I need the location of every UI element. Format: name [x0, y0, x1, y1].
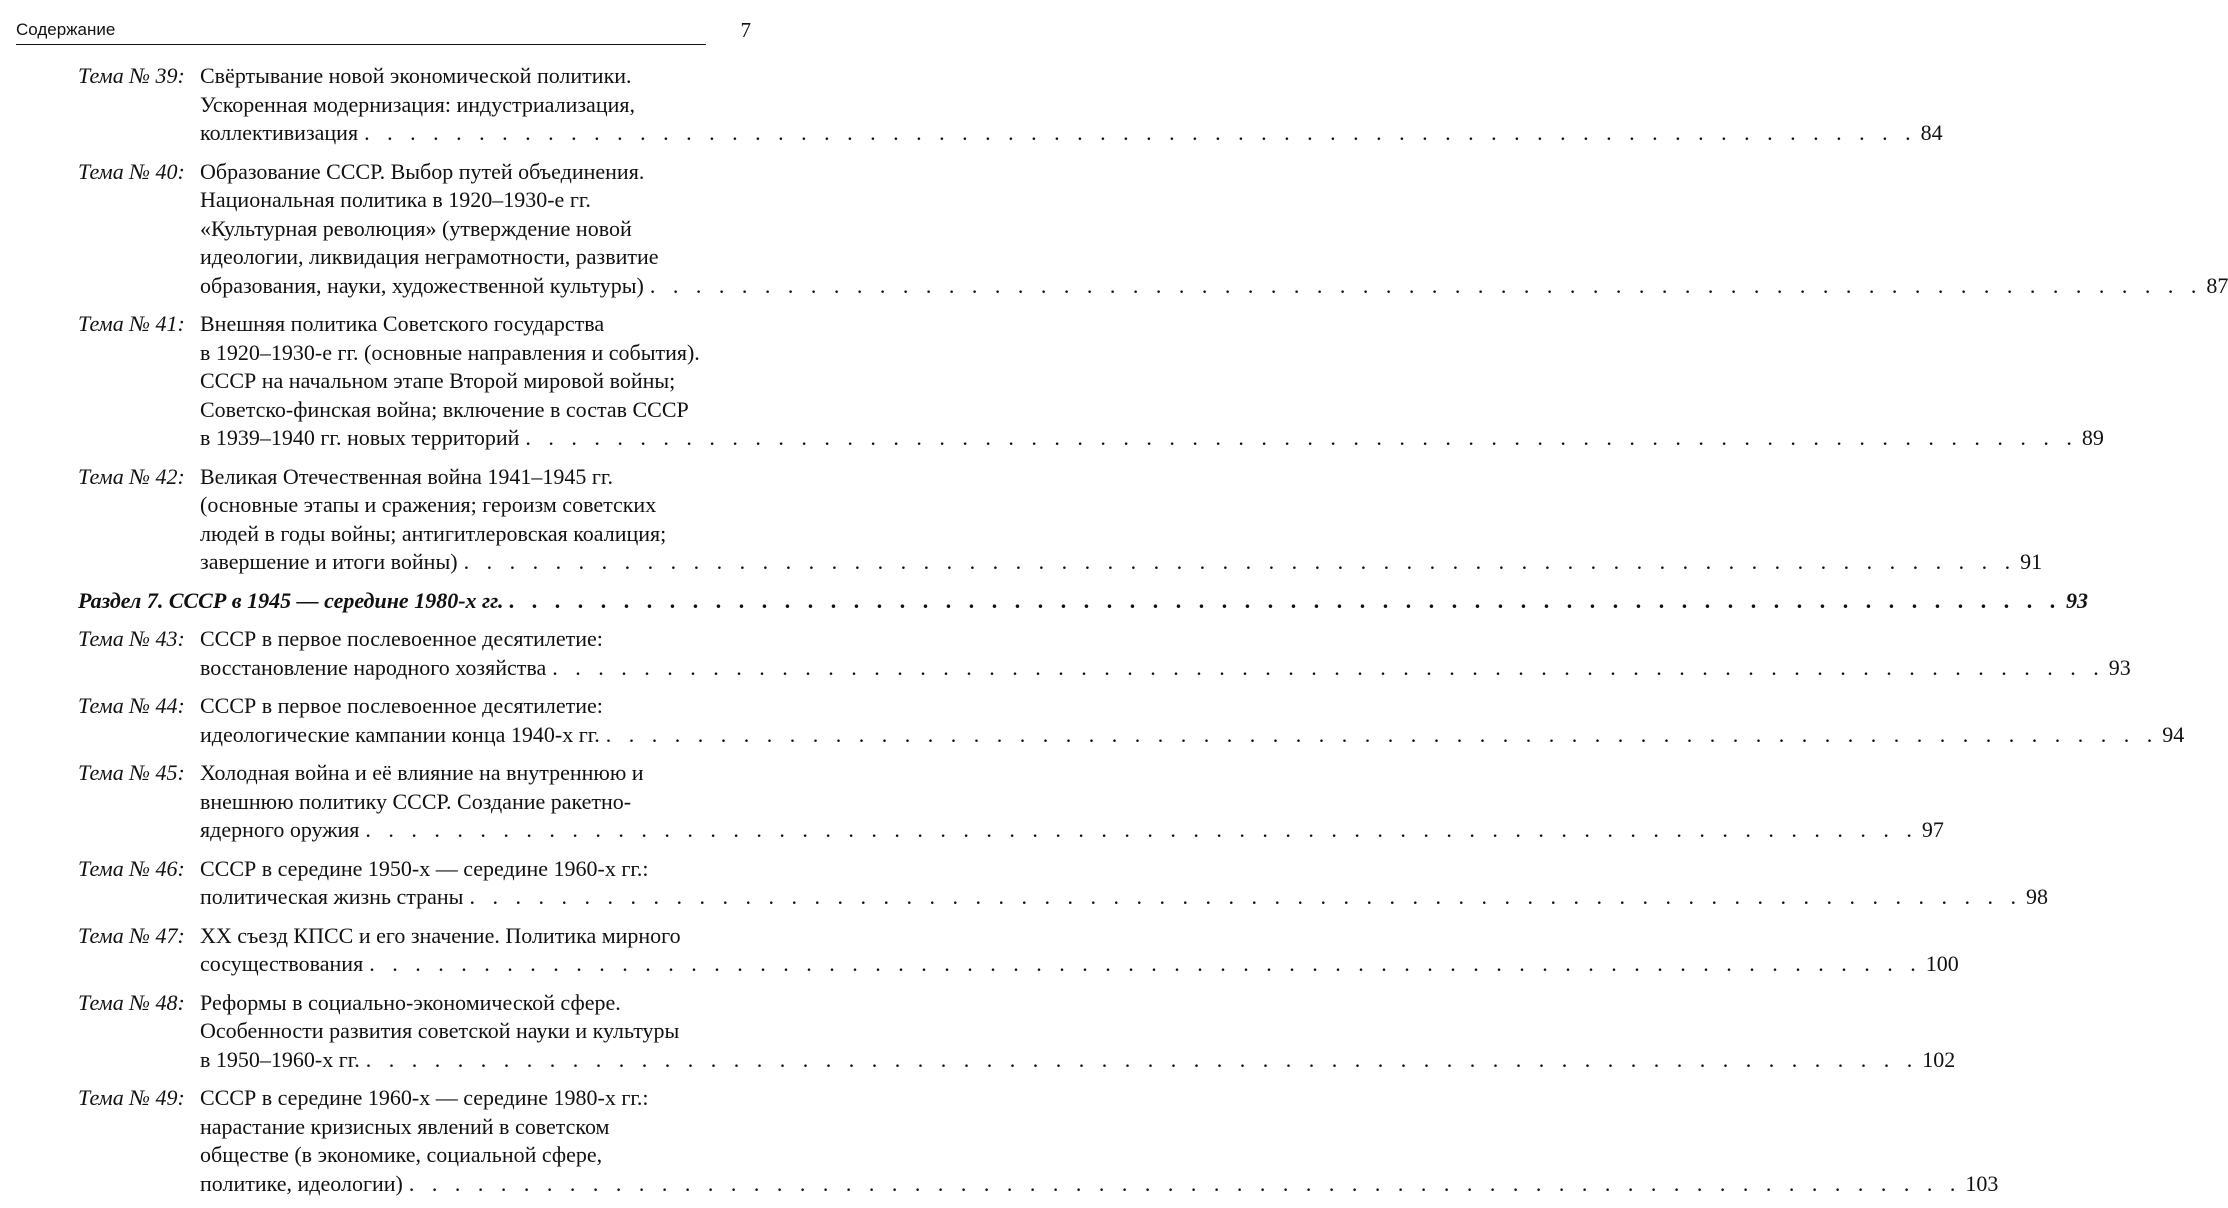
- page-header: [16, 18, 751, 48]
- topic-label: Тема № 42:: [78, 463, 185, 489]
- topic-line: Свёртывание новой экономической политики.: [200, 63, 632, 88]
- leader-dots: [358, 119, 1917, 148]
- topic-line: СССР в первое послевоенное десятилетие:: [200, 626, 603, 651]
- leader-dots: [359, 816, 1918, 845]
- topic-line: внешнюю политику СССР. Создание ракетно-: [200, 788, 632, 814]
- page-number: 7: [740, 18, 751, 42]
- topic-line: Национальная политика в 1920–1930-е гг.: [200, 187, 591, 212]
- topic-page: 97: [1921, 817, 1944, 842]
- topic-line: Внешняя политика Советского государства: [200, 311, 605, 336]
- leader-dots: [519, 424, 2078, 453]
- topic-body: [200, 62, 1943, 148]
- topic-line: Ускоренная модернизация: индустриализация,: [200, 91, 635, 117]
- toc-entry: [78, 855, 2048, 912]
- topic-last-line: [200, 1046, 1955, 1075]
- topic-page: 87: [2206, 272, 2228, 298]
- toc-entry: [78, 625, 2131, 682]
- leader-dots: [600, 721, 2159, 750]
- topic-label: Тема № 40:: [78, 158, 185, 184]
- topic-line: завершение и итоги войны): [200, 549, 458, 574]
- topic-body: [200, 1084, 1998, 1198]
- toc-entry: [78, 62, 1943, 148]
- topic-line: Великая Отечественная война 1941–1945 гг.: [200, 463, 613, 489]
- topic-line: в 1939–1940 гг. новых территорий: [200, 425, 520, 450]
- toc-section: [78, 587, 2088, 616]
- topic-line: Советско-финская война; включение в состав СССР: [200, 396, 689, 422]
- topic-label: Тема № 39:: [78, 63, 185, 88]
- topic-page: 103: [1965, 1170, 1999, 1196]
- topic-line: сосуществования: [200, 951, 364, 976]
- leader-dots: [546, 654, 2105, 683]
- topic-last-line: [200, 424, 2104, 453]
- toc-entry: [78, 310, 2104, 453]
- table-of-contents: [78, 62, 2228, 1208]
- topic-label: Тема № 46:: [78, 855, 185, 881]
- topic-last-line: [200, 1170, 1998, 1199]
- toc-entry: [78, 158, 2228, 301]
- topic-line: обществе (в экономике, социальной сфере,: [200, 1142, 603, 1167]
- topic-line: политике, идеологии): [200, 1170, 403, 1196]
- topic-label: Тема № 49:: [78, 1085, 185, 1110]
- topic-page: 89: [2081, 425, 2104, 450]
- topic-line: «Культурная революция» (утверждение новой: [200, 215, 632, 241]
- leader-dots: [360, 1046, 1919, 1075]
- topic-body: [200, 855, 2048, 912]
- topic-label: Тема № 44:: [78, 693, 185, 718]
- topic-body: [200, 158, 2228, 301]
- topic-line: Реформы в социально-экономической сфере.: [200, 989, 621, 1015]
- topic-line: нарастание кризисных явлений в советском: [200, 1113, 610, 1139]
- topic-line: ядерного оружия: [200, 817, 360, 842]
- leader-dots: [458, 548, 2017, 577]
- toc-entry: [78, 922, 1959, 979]
- topic-body: [200, 692, 2184, 749]
- topic-line: Холодная война и её влияние на внутреннюю и: [200, 760, 644, 785]
- topic-body: [200, 989, 1955, 1075]
- leader-dots: [403, 1170, 1962, 1199]
- topic-body: [200, 463, 2042, 577]
- toc-entry: [78, 759, 1944, 845]
- leader-dots: [644, 272, 2203, 301]
- topic-line: людей в годы войны; антигитлеровская коалиция;: [200, 520, 667, 546]
- topic-label: Тема № 43:: [78, 626, 185, 651]
- topic-line: идеологические кампании конца 1940-х гг.: [200, 721, 600, 747]
- topic-line: в 1950–1960-х гг.: [200, 1046, 360, 1072]
- topic-line: СССР на начальном этапе Второй мировой войны;: [200, 368, 676, 393]
- header-rule: [16, 44, 706, 45]
- topic-last-line: [200, 119, 1943, 148]
- topic-body: [200, 759, 1944, 845]
- topic-line: в 1920–1930-е гг. (основные направления и события).: [200, 339, 700, 365]
- topic-body: [200, 922, 1959, 979]
- toc-entry: [78, 692, 2185, 749]
- topic-last-line: [200, 721, 2184, 750]
- topic-line: Особенности развития советской науки и культуры: [200, 1018, 680, 1043]
- topic-label: Тема № 47:: [78, 922, 185, 948]
- section-title: Раздел 7. СССР в 1945 — середине 1980-х гг.: [78, 587, 504, 613]
- topic-line: (основные этапы и сражения; героизм советских: [200, 492, 657, 517]
- topic-line: СССР в середине 1950-х — середине 1960-х гг.:: [200, 855, 649, 881]
- topic-last-line: [200, 654, 2131, 683]
- topic-last-line: [200, 548, 2042, 577]
- section-line: [78, 587, 2088, 616]
- topic-last-line: [200, 816, 1944, 845]
- section-body: [78, 587, 2088, 616]
- topic-label: Тема № 41:: [78, 311, 185, 336]
- topic-line: СССР в первое послевоенное десятилетие:: [200, 693, 603, 718]
- leader-dots: [503, 587, 2062, 616]
- topic-line: XX съезд КПСС и его значение. Политика мирного: [200, 922, 681, 948]
- topic-page: 94: [2162, 721, 2185, 747]
- topic-label: Тема № 45:: [78, 760, 185, 785]
- topic-line: идеологии, ликвидация неграмотности, развитие: [200, 244, 659, 269]
- toc-entry: [78, 989, 1956, 1075]
- leader-dots: [463, 883, 2022, 912]
- topic-page: 98: [2025, 884, 2048, 909]
- leader-dots: [363, 950, 1922, 979]
- topic-label: Тема № 48:: [78, 989, 185, 1015]
- topic-line: образования, науки, художественной культуры): [200, 272, 644, 298]
- running-title: Содержание: [16, 20, 116, 39]
- topic-body: [200, 310, 2104, 453]
- topic-line: политическая жизнь страны: [200, 884, 464, 909]
- topic-last-line: [200, 272, 2228, 301]
- toc-entry: [78, 1084, 1999, 1198]
- topic-line: восстановление народного хозяйства: [200, 654, 547, 680]
- topic-body: [200, 625, 2131, 682]
- topic-last-line: [200, 883, 2048, 912]
- topic-line: Образование СССР. Выбор путей объединения.: [200, 158, 645, 184]
- topic-page: 91: [2020, 549, 2043, 574]
- topic-line: коллективизация: [200, 120, 359, 145]
- topic-page: 93: [2108, 654, 2131, 680]
- toc-entry: [78, 463, 2043, 577]
- topic-line: СССР в середине 1960-х — середине 1980-х гг.:: [200, 1085, 649, 1110]
- section-page: 93: [2065, 587, 2088, 613]
- topic-last-line: [200, 950, 1959, 979]
- topic-page: 102: [1922, 1046, 1956, 1072]
- topic-page: 84: [1920, 120, 1943, 145]
- topic-page: 100: [1925, 951, 1959, 976]
